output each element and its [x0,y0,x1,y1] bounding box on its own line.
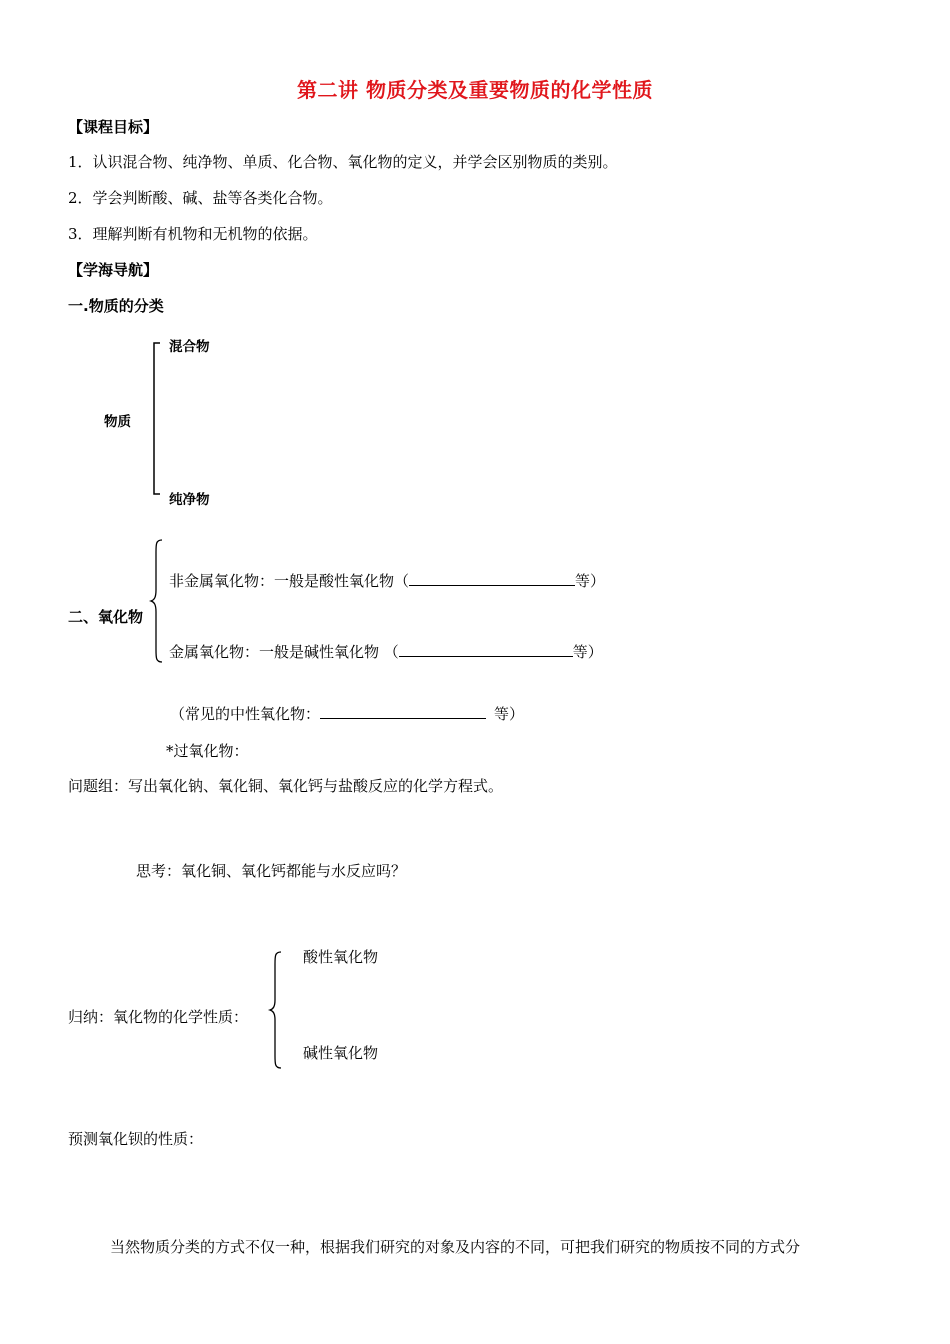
nonmetal-oxide-line [169,570,605,591]
classification-bracket [150,340,164,500]
predict-barium-oxide: 预测氧化钡的性质： [68,1130,204,1148]
mixture-label: 混合物 [169,339,210,355]
peroxide-label: *过氧化物： [166,742,249,760]
summary-label: 归纳：氧化物的化学性质： [68,1008,249,1026]
nonmetal-oxide-suffix: 等） [575,572,606,590]
page-title: 第二讲 物质分类及重要物质的化学性质 [297,78,653,102]
metal-oxide-blank[interactable] [399,642,573,657]
neutral-oxide-text: （常见的中性氧化物： [170,705,321,723]
guide-heading: 【学海导航】 [68,261,159,279]
metal-oxide-line [169,641,603,662]
neutral-oxide-suffix: 等） [494,705,525,723]
objective-item-3: 3．理解判断有机物和无机物的依据。 [68,225,318,243]
think-question: 思考：氧化铜、氧化钙都能与水反应吗？ [136,862,407,880]
section2-heading: 二、氧化物 [68,608,144,626]
summary-brace [268,950,284,1070]
objective-item-2: 2．学会判断酸、碱、盐等各类化合物。 [68,189,333,207]
question-group: 问题组：写出氧化钠、氧化铜、氧化钙与盐酸反应的化学方程式。 [68,777,504,795]
acidic-oxide-label: 酸性氧化物 [303,948,379,966]
nonmetal-oxide-text: 非金属氧化物：一般是酸性氧化物（ [169,572,410,590]
basic-oxide-label: 碱性氧化物 [303,1044,379,1062]
metal-oxide-text: 金属氧化物：一般是碱性氧化物 （ [169,643,399,661]
neutral-oxide-blank[interactable] [320,704,486,719]
oxide-brace [150,538,166,664]
objectives-heading: 【课程目标】 [68,118,159,136]
neutral-oxide-line [170,703,524,724]
substance-label: 物质 [104,414,131,430]
pure-substance-label: 纯净物 [169,492,210,508]
nonmetal-oxide-blank[interactable] [409,571,575,586]
objective-item-1: 1．认识混合物、纯净物、单质、化合物、氧化物的定义，并学会区别物质的类别。 [68,153,618,171]
metal-oxide-suffix: 等） [572,643,603,661]
closing-paragraph: 当然物质分类的方式不仅一种，根据我们研究的对象及内容的不同，可把我们研究的物质按不同的方式分 [110,1238,801,1256]
section1-heading: 一.物质的分类 [68,297,164,315]
